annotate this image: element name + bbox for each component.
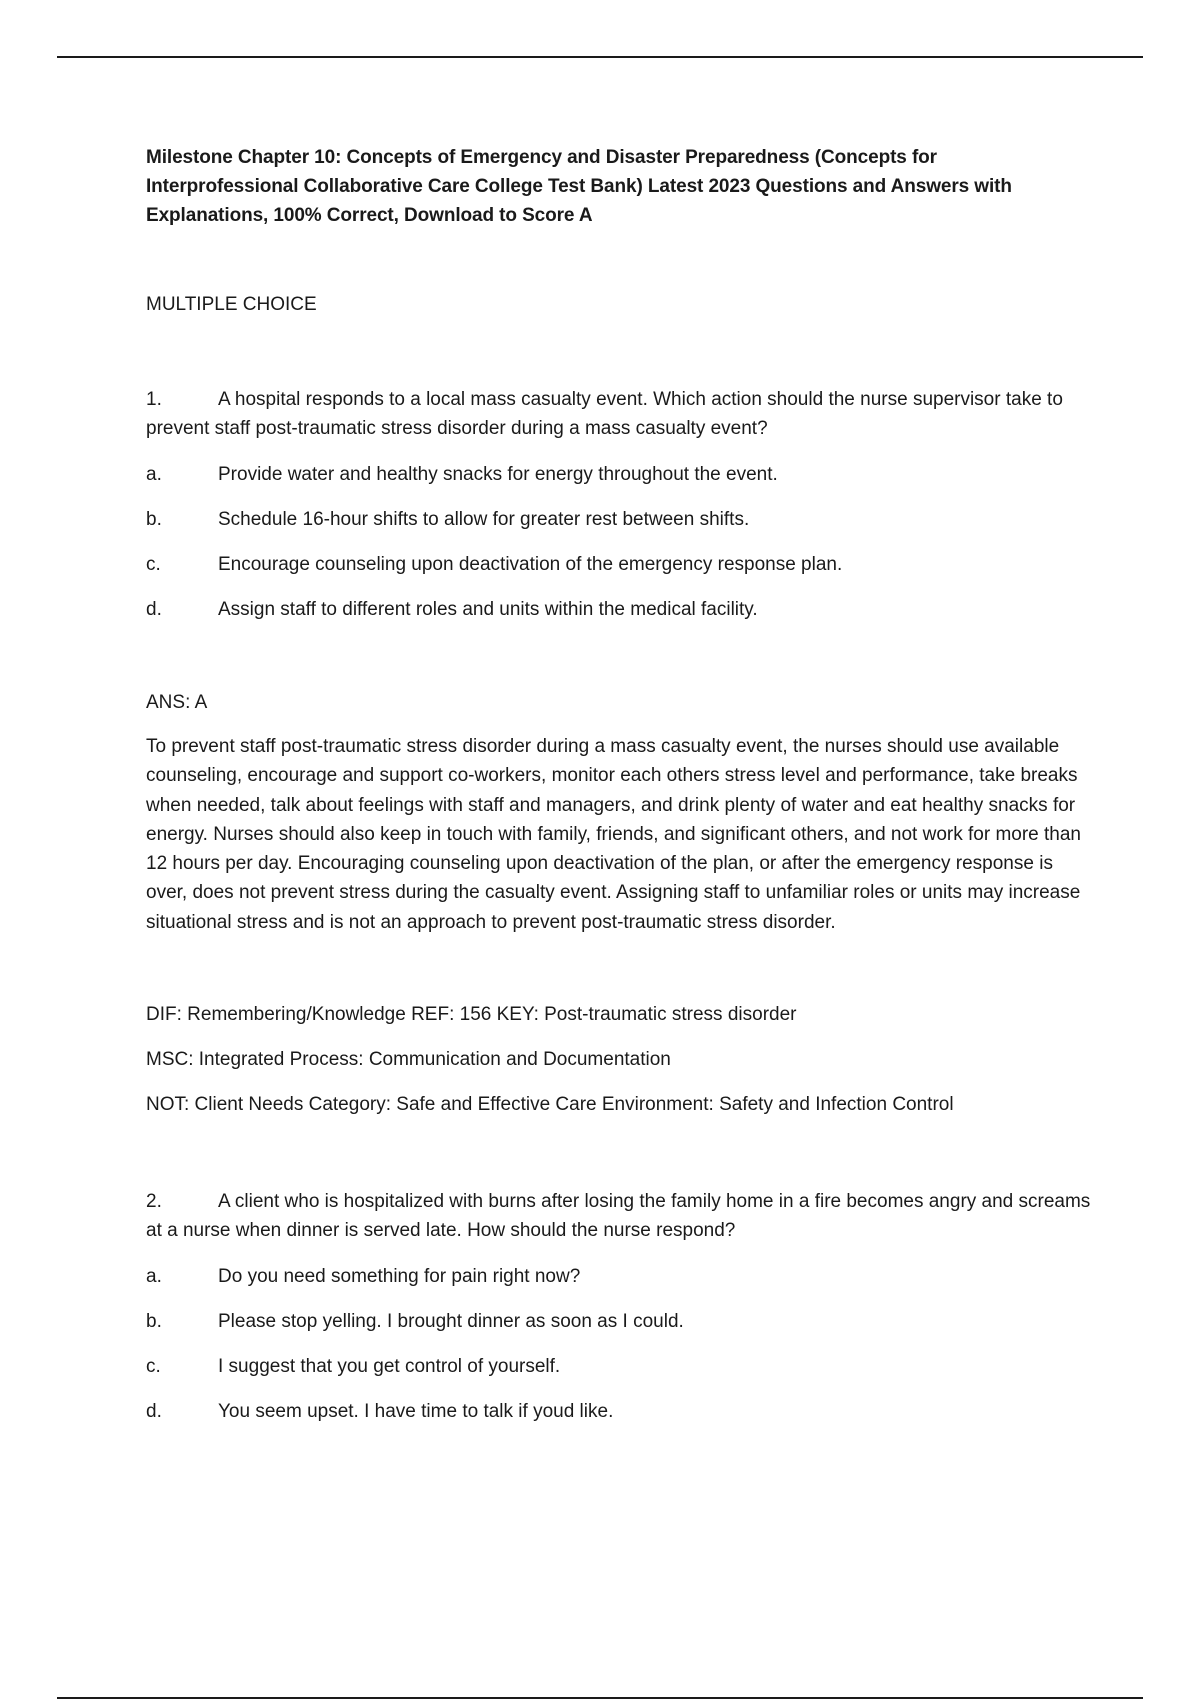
option-text: I suggest that you get control of yourself. [218,1356,561,1378]
bottom-rule [57,1697,1143,1699]
option-b [146,1309,1091,1335]
top-rule [57,56,1143,58]
difficulty-meta: DIF: Remembering/Knowledge REF: 156 KEY: Post-traumatic stress disorder [146,1004,797,1026]
option-letter: a. [146,1266,162,1288]
option-d [146,597,1091,623]
option-text: Please stop yelling. I brought dinner as soon as I could. [218,1311,684,1333]
question-text: A client who is hospitalized with burns after losing the family home in a fire becomes angry and screams at a nurse when dinner is served late. How should the nurse respond? [146,1191,1091,1242]
client-needs-meta: NOT: Client Needs Category: Safe and Effective Care Environment: Safety and Infection Control [146,1094,954,1116]
answer-rationale: To prevent staff post-traumatic stress disorder during a mass casualty event, the nurses should use available counseling, encourage and support co-workers, monitor each others stress level and performance, take breaks when needed, talk about feelings with staff and managers, and drink plenty of water and eat healthy snacks for energy. Nurses should also keep in touch with family, friends, and significant others, and not work for more than 12 hours per day. Encouraging counseling upon deactivation of the plan, or after the emergency response is over, does not prevent stress during the casualty event. Assigning staff to unfamiliar roles or units may increase situational stress and is not an approach to prevent post-traumatic stress disorder. [146,736,1081,933]
option-text: Assign staff to different roles and units within the medical facility. [218,599,758,620]
option-c [146,552,1091,578]
answer-key: ANS: A [146,692,208,713]
option-letter: b. [146,509,162,530]
option-d [146,1399,1091,1425]
question-number: 1. [146,389,162,410]
option-letter: c. [146,1356,161,1378]
question-text: A hospital responds to a local mass casualty event. Which action should the nurse supervisor take to prevent staff post-traumatic stress disorder during a mass casualty event? [146,389,1063,439]
section-heading: MULTIPLE CHOICE [146,294,317,315]
option-text: You seem upset. I have time to talk if youd like. [218,1401,614,1423]
document-title: Milestone Chapter 10: Concepts of Emergency and Disaster Preparedness (Concepts for Interprofessional Collaborative Care College Test Bank) Latest 2023 Questions and Answers with Explanations, 100% Correct, Download to Score A [146,147,1012,226]
question-stem [146,1187,1091,1245]
option-text: Do you need something for pain right now? [218,1266,581,1288]
option-a [146,1264,1091,1290]
option-a [146,462,1091,488]
option-letter: c. [146,554,161,575]
option-b [146,507,1091,533]
question-1 [146,385,1091,1118]
option-text: Encourage counseling upon deactivation of the emergency response plan. [218,554,843,575]
question-stem [146,385,1091,443]
option-text: Provide water and healthy snacks for energy throughout the event. [218,464,778,485]
option-letter: d. [146,1401,162,1423]
msc-meta: MSC: Integrated Process: Communication and Documentation [146,1049,671,1071]
question-number: 2. [146,1191,162,1213]
option-text: Schedule 16-hour shifts to allow for greater rest between shifts. [218,509,750,530]
option-letter: b. [146,1311,162,1333]
option-letter: a. [146,464,162,485]
option-c [146,1354,1091,1380]
document-body [146,143,1091,1425]
question-2 [146,1187,1091,1425]
option-letter: d. [146,599,162,620]
